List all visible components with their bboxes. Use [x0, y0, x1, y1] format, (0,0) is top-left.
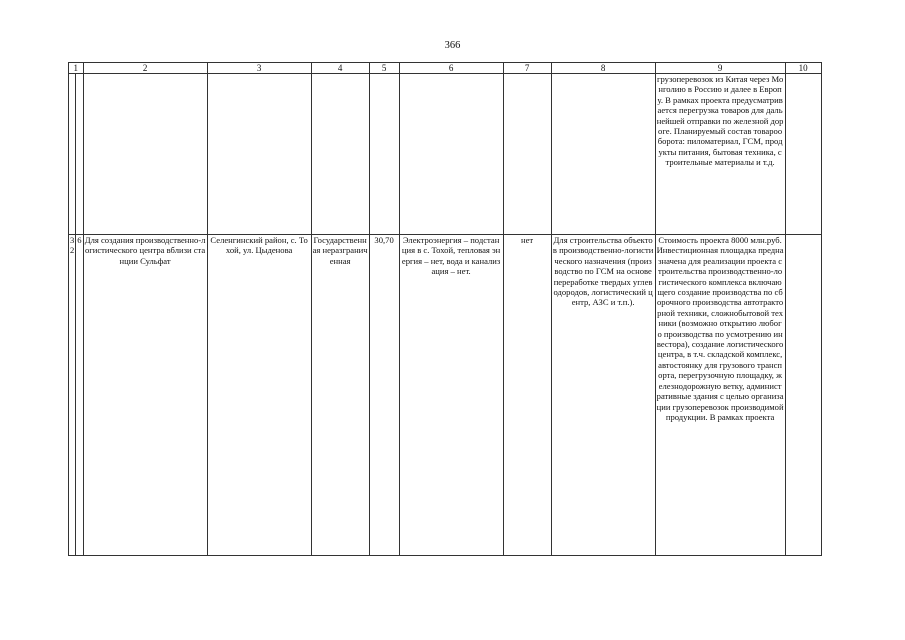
cell	[551, 74, 655, 235]
cell-area: 30,70	[369, 235, 399, 556]
investment-sites-table	[68, 62, 822, 556]
cell	[369, 74, 399, 235]
row-number-part-2: 2	[70, 245, 75, 256]
header-col-3: 3	[207, 63, 311, 74]
cell-ownership: Государственная неразграниченная	[311, 235, 369, 556]
cell-project-description: Стоимость проекта 8000 млн.руб. Инвестиционная площадка предназначена для реализации проекта строительства производственно-логистического комплекса включающего создание производства по сборочного производства автотракторной техники, сложнобытовой техники (возможно открытию любого производства по усмотрению инвестора), создание логистического центра, в т.ч. складской комплекс, автостоянку для грузового транспорта, перегрузочную площадку, железнодорожную ветку, административные здания с целью организации грузоперевозок производимой продукции. В рамках проекта	[655, 235, 785, 556]
header-col-2: 2	[83, 63, 207, 74]
page-number: 366	[444, 40, 461, 51]
row-number-part-1: 3	[70, 235, 75, 245]
cell-location: Селенгинский район, с. Тохой, ул. Цыденова	[207, 235, 311, 556]
header-col-1: 1	[69, 63, 84, 74]
cell-intended-use: Для строительства объектов производственно-логистического назначения (производство по ГСМ на основе переработке твердых углеводородов, логистический центр, АЗС и т.п.).	[551, 235, 655, 556]
table-row-site	[69, 235, 822, 556]
cell	[207, 74, 311, 235]
header-col-9: 9	[655, 63, 785, 74]
cell	[311, 74, 369, 235]
cell-infrastructure: Электроэнергия – подстанция в с. Тохой, тепловая энергия – нет, вода и канализация – нет.	[399, 235, 503, 556]
cell	[69, 74, 76, 235]
cell	[503, 74, 551, 235]
header-col-6: 6	[399, 63, 503, 74]
cell-project-description-continued: грузоперевозок из Китая через Монголию в Россию и далее в Европу. В рамках проекта предусматривается перегрузка товаров для дальнейшей отправки по железной дороге. Планируемый состав товарооборота: пиломатериал, ГСМ, продукты питания, бытовая техника, строительные материалы и т.д.	[655, 74, 785, 235]
header-col-10: 10	[785, 63, 821, 74]
cell	[76, 74, 83, 235]
header-col-4: 4	[311, 63, 369, 74]
table-row-continued	[69, 74, 822, 235]
header-col-7: 7	[503, 63, 551, 74]
header-row	[69, 63, 822, 74]
cell-encumbrances: нет	[503, 235, 551, 556]
cell	[785, 74, 821, 235]
cell	[83, 74, 207, 235]
header-col-5: 5	[369, 63, 399, 74]
cell-notes	[785, 235, 821, 556]
cell-row-number-digit: 6	[76, 235, 83, 556]
header-col-8: 8	[551, 63, 655, 74]
cell-row-number	[69, 235, 76, 556]
cell-site-purpose: Для создания производственно-логистического центра вблизи станции Сульфат	[83, 235, 207, 556]
cell	[399, 74, 503, 235]
